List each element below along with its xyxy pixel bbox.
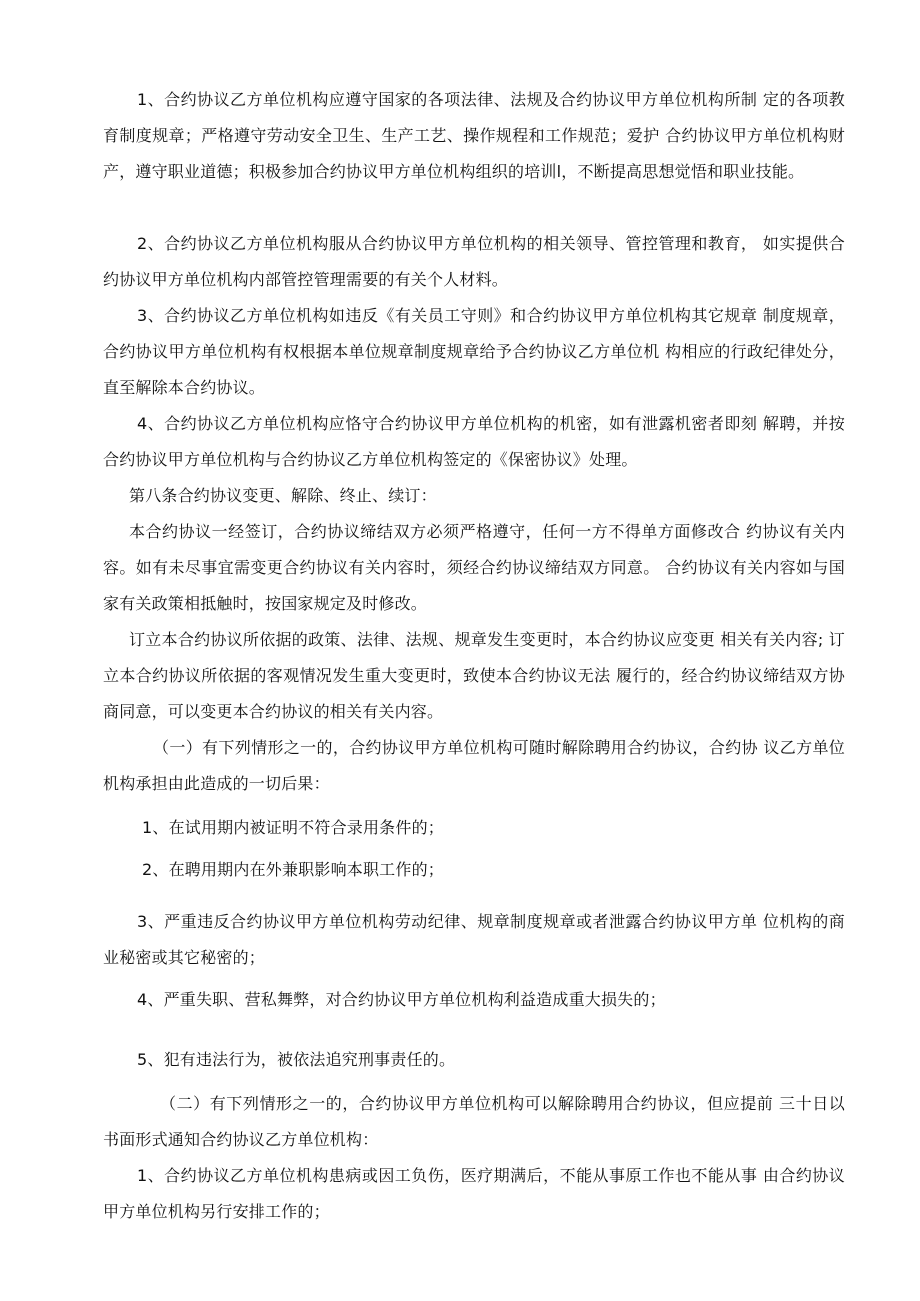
paragraph-obligation-4: 4、合约协议乙方单位机构应恪守合约协议甲方单位机构的机密，如有泄露机密者即刻 解聘，并按合约协议甲方单位机构与合约协议乙方单位机构签定的《保密协议》处理。	[103, 414, 845, 469]
section-1-item-2: 2、在聘用期内在外兼职影响本职工作的；	[142, 860, 444, 879]
article-heading: 第八条合约协议变更、解除、终止、续订：	[129, 486, 437, 505]
section-1-item-3: 3、严重违反合约协议甲方单位机构劳动纪律、规章制度规章或者泄露合约协议甲方单 位机构的商业秘密或其它秘密的；	[103, 912, 845, 967]
paragraph-obligation-3: 3、合约协议乙方单位机构如违反《有关员工守则》和合约协议甲方单位机构其它规章 制度规章，合约协议甲方单位机构有权根据本单位规章制度规章给予合约协议乙方单位机 构相应的行政纪律处分，直至解除本合约协议。	[103, 306, 845, 397]
section-2-item-1: 1、合约协议乙方单位机构患病或因工负伤，医疗期满后，不能从事原工作也不能从事 由合约协议甲方单位机构另行安排工作的；	[103, 1166, 845, 1221]
paragraph-obligation-2: 2、合约协议乙方单位机构服从合约协议甲方单位机构的相关领导、管控管理和教育， 如实提供合约协议甲方单位机构内部管控管理需要的有关个人材料。	[103, 234, 845, 289]
section-1-item-4: 4、严重失职、营私舞弊，对合约协议甲方单位机构利益造成重大损失的；	[137, 990, 666, 1009]
paragraph-obligation-1: 1、合约协议乙方单位机构应遵守国家的各项法律、法规及合约协议甲方单位机构所制 定的各项教育制度规章；严格遵守劳动安全卫生、生产工艺、操作规程和工作规范；爱护 合约协议甲方单位机构财产，遵守职业道德；积极参加合约协议甲方单位机构组织的培训l，不断提高思想觉悟和职业技能。	[103, 90, 845, 181]
paragraph-change-basis: 订立本合约协议所依据的政策、法律、法规、规章发生变更时，本合约协议应变更 相关有关内容; 订立本合约协议所依据的客观情况发生重大变更时，致使本合约协议无法 履行的，经合约协议缔结双方协商同意，可以变更本合约协议的相关有关内容。	[103, 630, 845, 721]
section-1-item-5: 5、犯有违法行为，被依法追究刑事责任的。	[137, 1050, 456, 1069]
section-1-heading: （一）有下列情形之一的，合约协议甲方单位机构可随时解除聘用合约协议，合约协 议乙方单位机构承担由此造成的一切后果：	[103, 738, 845, 793]
section-2-heading: （二）有下列情形之一的，合约协议甲方单位机构可以解除聘用合约协议，但应提前 三十日以书面形式通知合约协议乙方单位机构：	[103, 1094, 845, 1149]
paragraph-contract-modification: 本合约协议一经签订，合约协议缔结双方必须严格遵守，任何一方不得单方面修改合 约协议有关内容。如有未尽事宜需变更合约协议有关内容时，须经合约协议缔结双方同意。 合约协议有关内容如与国家有关政策相抵触时，按国家规定及时修改。	[103, 522, 845, 613]
section-1-item-1: 1、在试用期内被证明不符合录用条件的；	[142, 818, 444, 837]
